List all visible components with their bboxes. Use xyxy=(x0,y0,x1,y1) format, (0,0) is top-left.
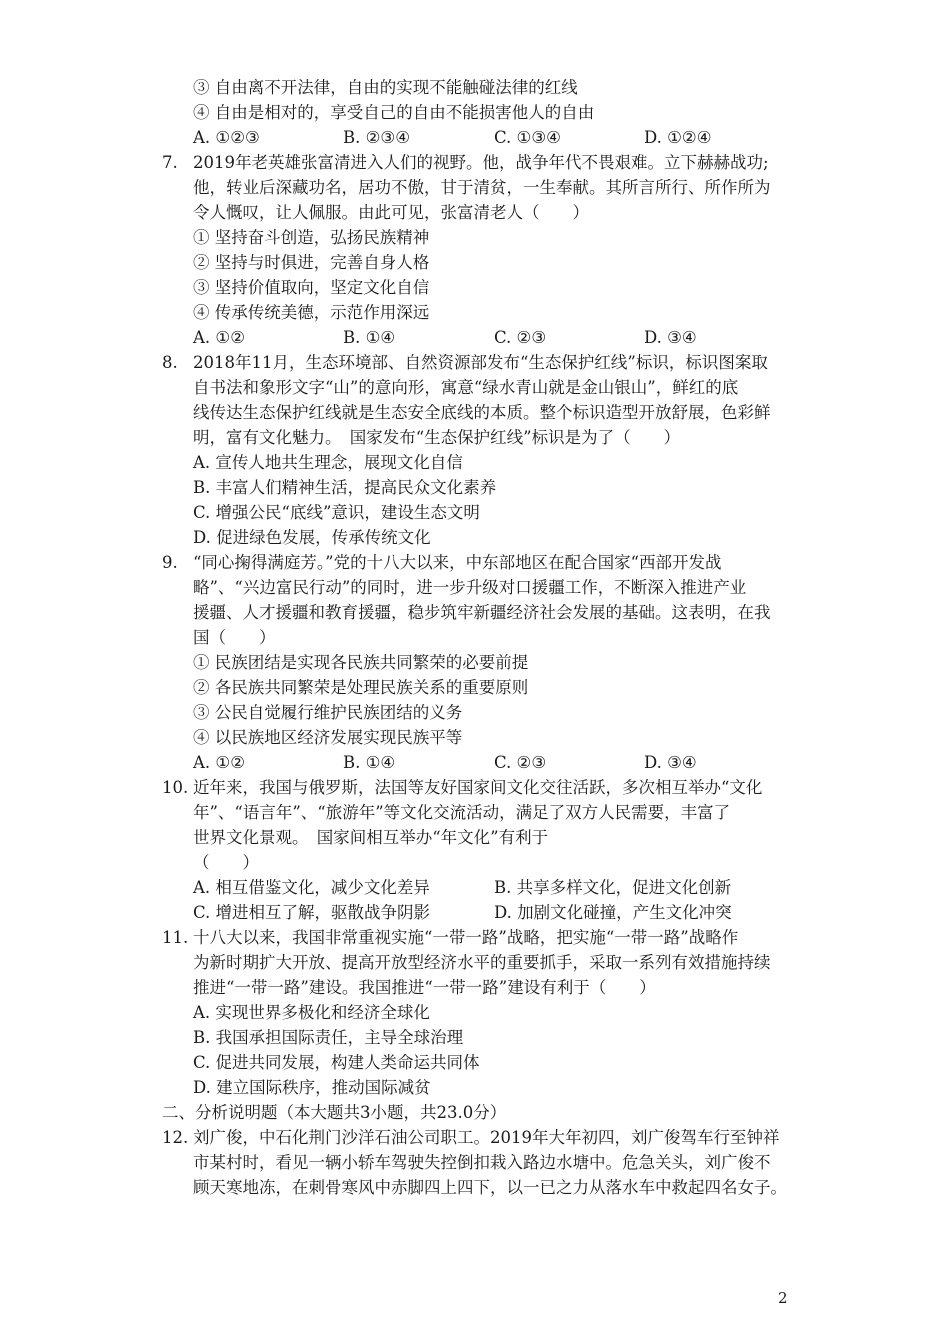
q9-option-b: B. ①④ xyxy=(343,753,396,772)
q7-item-3: ③ 坚持价值取向，坚定文化自信 xyxy=(193,278,430,297)
q10-option-a: A. 相互借鉴文化，减少文化差异 xyxy=(193,878,430,897)
q10-option-c: C. 增进相互了解，驱散战争阴影 xyxy=(193,903,431,922)
q10-stem-line: 年”、“语言年”、“旅游年”等文化交流活动，满足了双方人民需要，丰富了 xyxy=(193,803,731,822)
q8-option-a: A. 宣传人地共生理念，展现文化自信 xyxy=(193,453,463,472)
q7-stem-line: 2019年老英雄张富清进入人们的视野。他，战争年代不畏艰难。立下赫赫战功; xyxy=(193,153,769,172)
q9-stem-line: 略”、“兴边富民行动”的同时，进一步升级对口援疆工作，不断深入推进产业 xyxy=(193,578,747,597)
q7-item-4: ④ 传承传统美德，示范作用深远 xyxy=(193,303,430,322)
q10-stem-line: 近年来，我国与俄罗斯，法国等友好国家间文化交往活跃，多次相互举办“文化 xyxy=(193,778,763,797)
q11-number: 11. xyxy=(162,928,189,947)
q7-option-d: D. ③④ xyxy=(644,328,697,347)
q11-option-c: C. 促进共同发展，构建人类命运共同体 xyxy=(193,1053,480,1072)
q9-stem-line: “同心掬得满庭芳。”党的十八大以来，中东部地区在配合国家“西部开发战 xyxy=(193,553,722,572)
q7-item-1: ① 坚持奋斗创造，弘扬民族精神 xyxy=(193,228,430,247)
q9-option-a: A. ①② xyxy=(193,753,245,772)
q11-option-d: D. 建立国际秩序，推动国际减贫 xyxy=(193,1078,431,1097)
q6-option-a: A. ①②③ xyxy=(193,128,260,147)
q8-stem-line: 自书法和象形文字“山”的意向形，寓意“绿水青山就是金山银山”，鲜红的底 xyxy=(193,378,739,397)
q12-stem-line: 刘广俊，中石化荆门沙洋石油公司职工。2019年大年初四，刘广俊驾车行至钟祥 xyxy=(193,1128,780,1147)
q9-stem-line: 援疆、人才援疆和教育援疆，稳步筑牢新疆经济社会发展的基础。这表明，在我 xyxy=(193,603,771,622)
q11-stem-line: 为新时期扩大开放、提高开放型经济水平的重要抓手，采取一系列有效措施持续 xyxy=(193,953,771,972)
q7-option-c: C. ②③ xyxy=(494,328,547,347)
q10-option-b: B. 共享多样文化，促进文化创新 xyxy=(494,878,732,897)
q10-stem-line: 世界文化景观。 国家间相互举办“年文化”有利于 xyxy=(193,828,549,847)
q8-option-d: D. 促进绿色发展，传承传统文化 xyxy=(193,528,431,547)
q8-stem-line: 2018年11月，生态环境部、自然资源部发布“生态保护红线”标识，标识图案取 xyxy=(193,353,768,372)
q9-stem-line: 国（ ） xyxy=(193,628,276,647)
q8-option-c: C. 增强公民“底线”意识，建设生态文明 xyxy=(193,503,480,522)
page-number: 2 xyxy=(778,1289,788,1307)
q9-item-4: ④ 以民族地区经济发展实现民族平等 xyxy=(193,728,463,747)
q6-option-c: C. ①③④ xyxy=(494,128,561,147)
q7-stem-line: 他，转业后深藏功名，居功不傲，甘于清贫，一生奉献。其所言所行、所作所为 xyxy=(193,178,771,197)
q9-item-2: ② 各民族共同繁荣是处理民族关系的重要原则 xyxy=(193,678,529,697)
q7-stem-line: 令人慨叹，让人佩服。由此可见，张富清老人（ ） xyxy=(193,203,589,222)
q8-stem-line: 线传达生态保护红线就是生态安全底线的本质。整个标识造型开放舒展，色彩鲜 xyxy=(193,403,771,422)
q11-stem-line: 十八大以来，我国非常重视实施“一带一路”战略，把实施“一带一路”战略作 xyxy=(193,928,739,947)
q7-option-b: B. ①④ xyxy=(343,328,396,347)
q9-option-c: C. ②③ xyxy=(494,753,547,772)
q11-stem-line: 推进“一带一路”建设。我国推进“一带一路”建设有利于（ ） xyxy=(193,978,656,997)
q12-stem-line: 顾天寒地冻，在刺骨寒风中赤脚四上四下，以一已之力从落水车中救起四名女子。 xyxy=(193,1178,787,1197)
q12-stem-line: 市某村时，看见一辆小轿车驾驶失控倒扣栽入路边水塘中。危急关头，刘广俊不 xyxy=(193,1153,771,1172)
q7-item-2: ② 坚持与时俱进，完善自身人格 xyxy=(193,253,430,272)
q9-option-d: D. ③④ xyxy=(644,753,697,772)
q6-item-4: ④ 自由是相对的，享受自己的自由不能损害他人的自由 xyxy=(193,103,595,122)
q6-option-b: B. ②③④ xyxy=(343,128,410,147)
q9-item-3: ③ 公民自觉履行维护民族团结的义务 xyxy=(193,703,463,722)
q10-stem-line: （ ） xyxy=(193,853,259,872)
q6-option-d: D. ①②④ xyxy=(644,128,712,147)
q11-option-b: B. 我国承担国际责任，主导全球治理 xyxy=(193,1028,464,1047)
q7-number: 7. xyxy=(162,153,178,172)
q9-number: 9. xyxy=(162,553,178,572)
q6-item-3: ③ 自由离不开法律，自由的实现不能触碰法律的红线 xyxy=(193,78,578,97)
q8-stem-line: 明，富有文化魅力。 国家发布“生态保护红线”标识是为了（ ） xyxy=(193,428,681,447)
q12-number: 12. xyxy=(162,1128,189,1147)
q7-option-a: A. ①② xyxy=(193,328,245,347)
q8-number: 8. xyxy=(162,353,178,372)
q10-option-d: D. 加剧文化碰撞，产生文化冲突 xyxy=(494,903,732,922)
q11-option-a: A. 实现世界多极化和经济全球化 xyxy=(193,1003,430,1022)
q10-number: 10. xyxy=(162,778,189,797)
q8-option-b: B. 丰富人们精神生活，提高民众文化素养 xyxy=(193,478,497,497)
section-heading: 二、分析说明题（本大题共3小题，共23.0分） xyxy=(162,1103,507,1122)
q9-item-1: ① 民族团结是实现各民族共同繁荣的必要前提 xyxy=(193,653,529,672)
